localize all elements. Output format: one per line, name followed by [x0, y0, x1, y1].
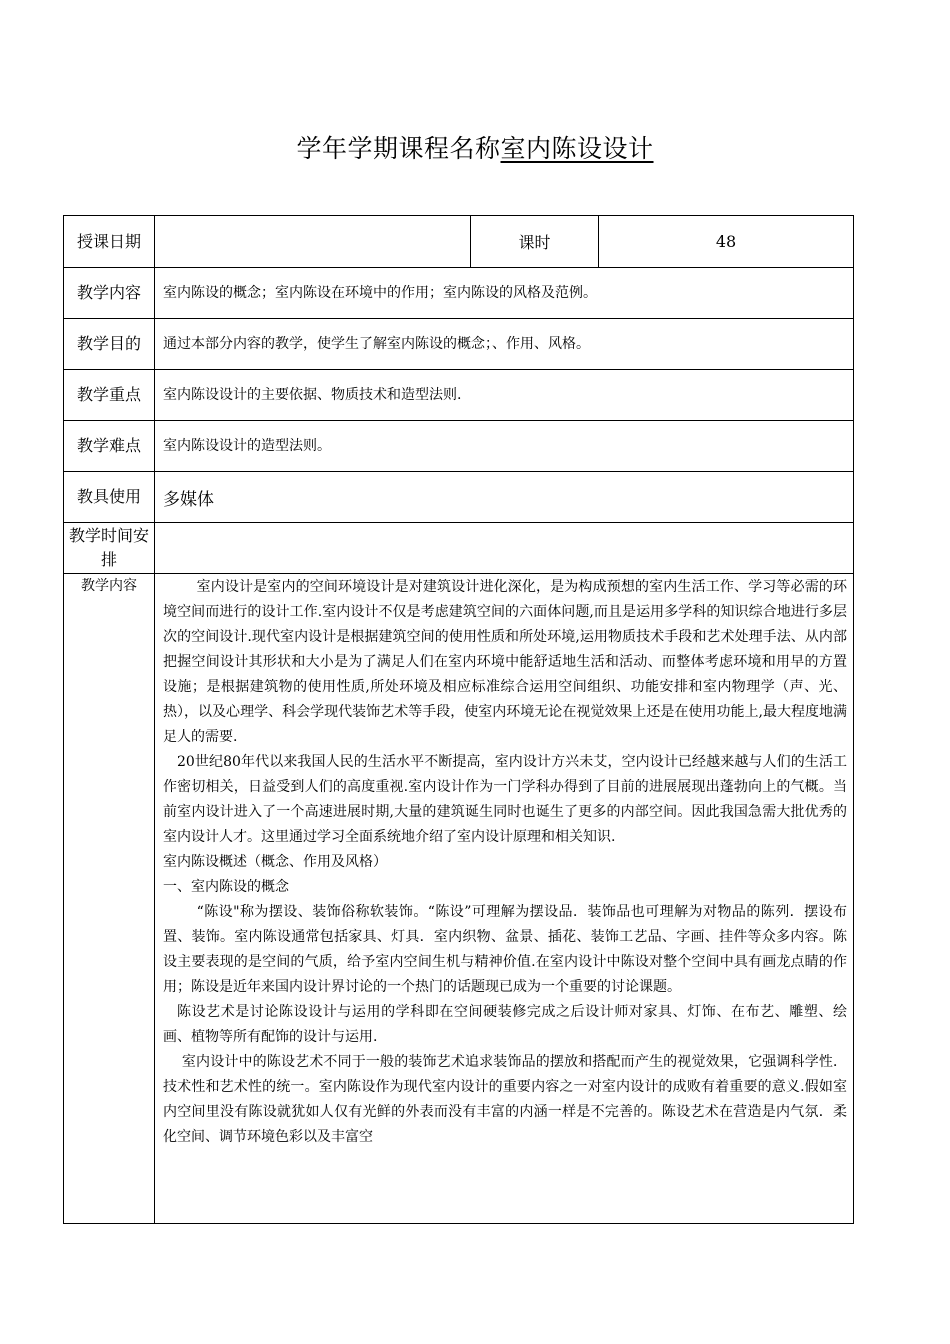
- title-prefix: 学年学期课程名称: [296, 134, 501, 163]
- row-teaching-objective: [64, 319, 854, 370]
- page-title: [0, 131, 950, 167]
- row-key-points: [64, 370, 854, 421]
- hours-value: 48: [599, 216, 854, 268]
- row-teaching-content: [64, 268, 854, 319]
- content-paragraph: 室内设计中的陈设艺术不同于一般的装饰艺术追求装饰品的摆放和搭配而产生的视觉效果，它强调科学性．技术性和艺术性的统一。室内陈设作为现代室内设计的重要内容之一对室内设计的成败有着重要的意义.假如室内空间里没有陈设就犹如人仅有光鲜的外表而没有丰富的内涵一样是不完善的。陈设艺术在营造是内气氛．柔化空间、调节环境色彩以及丰富空: [163, 1054, 847, 1145]
- lesson-plan-table: [63, 215, 854, 1224]
- teaching-objective-label: 教学目的: [64, 319, 155, 370]
- content-paragraph: 陈设艺术是讨论陈设设计与运用的学科即在空间硬装修完成之后设计师对家具、灯饰、在布艺、雕塑、绘画、植物等所有配饰的设计与运用.: [163, 1004, 847, 1045]
- content-paragraph: 室内陈设概述（概念、作用及风格）: [163, 854, 387, 870]
- content-paragraph: 一、室内陈设的概念: [163, 879, 289, 895]
- row-time-schedule: [64, 523, 854, 574]
- teaching-aids-value: 多媒体: [155, 472, 854, 523]
- teaching-objective-value: 通过本部分内容的教学，使学生了解室内陈设的概念；、作用、风格。: [155, 319, 854, 370]
- row-difficult-points: [64, 421, 854, 472]
- content-detail-label: 教学内容: [64, 574, 155, 1224]
- date-value: [155, 216, 471, 268]
- teaching-content-value: 室内陈设的概念；室内陈设在环境中的作用；室内陈设的风格及范例。: [155, 268, 854, 319]
- hours-label: 课时: [471, 216, 599, 268]
- key-points-label: 教学重点: [64, 370, 155, 421]
- date-label: 授课日期: [64, 216, 155, 268]
- content-paragraph: 20世纪80年代以来我国人民的生活水平不断提高，室内设计方兴未艾，空内设计已经越来越与人们的生活工作密切相关，日益受到人们的高度重视.室内设计作为一门学科办得到了目前的进展展现出蓬勃向上的气概。当前室内设计进入了一个高速进展时期,大量的建筑诞生同时也诞生了更多的内部空间。因此我国急需大批优秀的室内设计人才。这里通过学习全面系统地介绍了室内设计原理和相关知识.: [163, 754, 847, 845]
- difficult-points-label: 教学难点: [64, 421, 155, 472]
- row-teaching-aids: [64, 472, 854, 523]
- content-detail-body: [155, 574, 854, 1224]
- key-points-value: 室内陈设设计的主要依据、物质技术和造型法则.: [155, 370, 854, 421]
- teaching-aids-label: 教具使用: [64, 472, 155, 523]
- time-schedule-label: 教学时间安排: [64, 523, 155, 574]
- row-content-detail: [64, 574, 854, 1224]
- course-name: 室内陈设设计: [500, 134, 654, 163]
- time-schedule-value: [155, 523, 854, 574]
- teaching-content-label: 教学内容: [64, 268, 155, 319]
- content-paragraph: “陈设"称为摆设、装饰俗称软装饰。“陈设”可理解为摆设品．装饰品也可理解为对物品的陈列．摆设布置、装饰。室内陈设通常包括家具、灯具．室内织物、盆景、插花、装饰工艺品、字画、挂件等众多内容。陈设主要表现的是空间的气质，给予室内空间生机与精神价值.在室内设计中陈设对整个空间中具有画龙点睛的作用；陈设是近年来国内设计界讨论的一个热门的话题现已成为一个重要的讨论课题。: [163, 904, 847, 995]
- content-paragraph: 室内设计是室内的空间环境设计是对建筑设计进化深化，是为构成预想的室内生活工作、学习等必需的环境空间而进行的设计工作.室内设计不仅是考虑建筑空间的六面体问题,而且是运用多学科的知识综合地进行多层次的空间设计.现代室内设计是根据建筑空间的使用性质和所处环境,运用物质技术手段和艺术处理手法、从内部把握空间设计其形状和大小是为了满足人们在室内环境中能舒适地生活和活动、而整体考虑环境和用早的方置设施；是根据建筑物的使用性质,所处环境及相应标准综合运用空间组织、功能安排和室内物理学（声、光、热），以及心理学、科会学现代装饰艺术等手段，使室内环境无论在视觉效果上还是在使用功能上,最大程度地满足人的需要.: [163, 579, 847, 745]
- difficult-points-value: 室内陈设设计的造型法则。: [155, 421, 854, 472]
- row-date-hours: [64, 216, 854, 268]
